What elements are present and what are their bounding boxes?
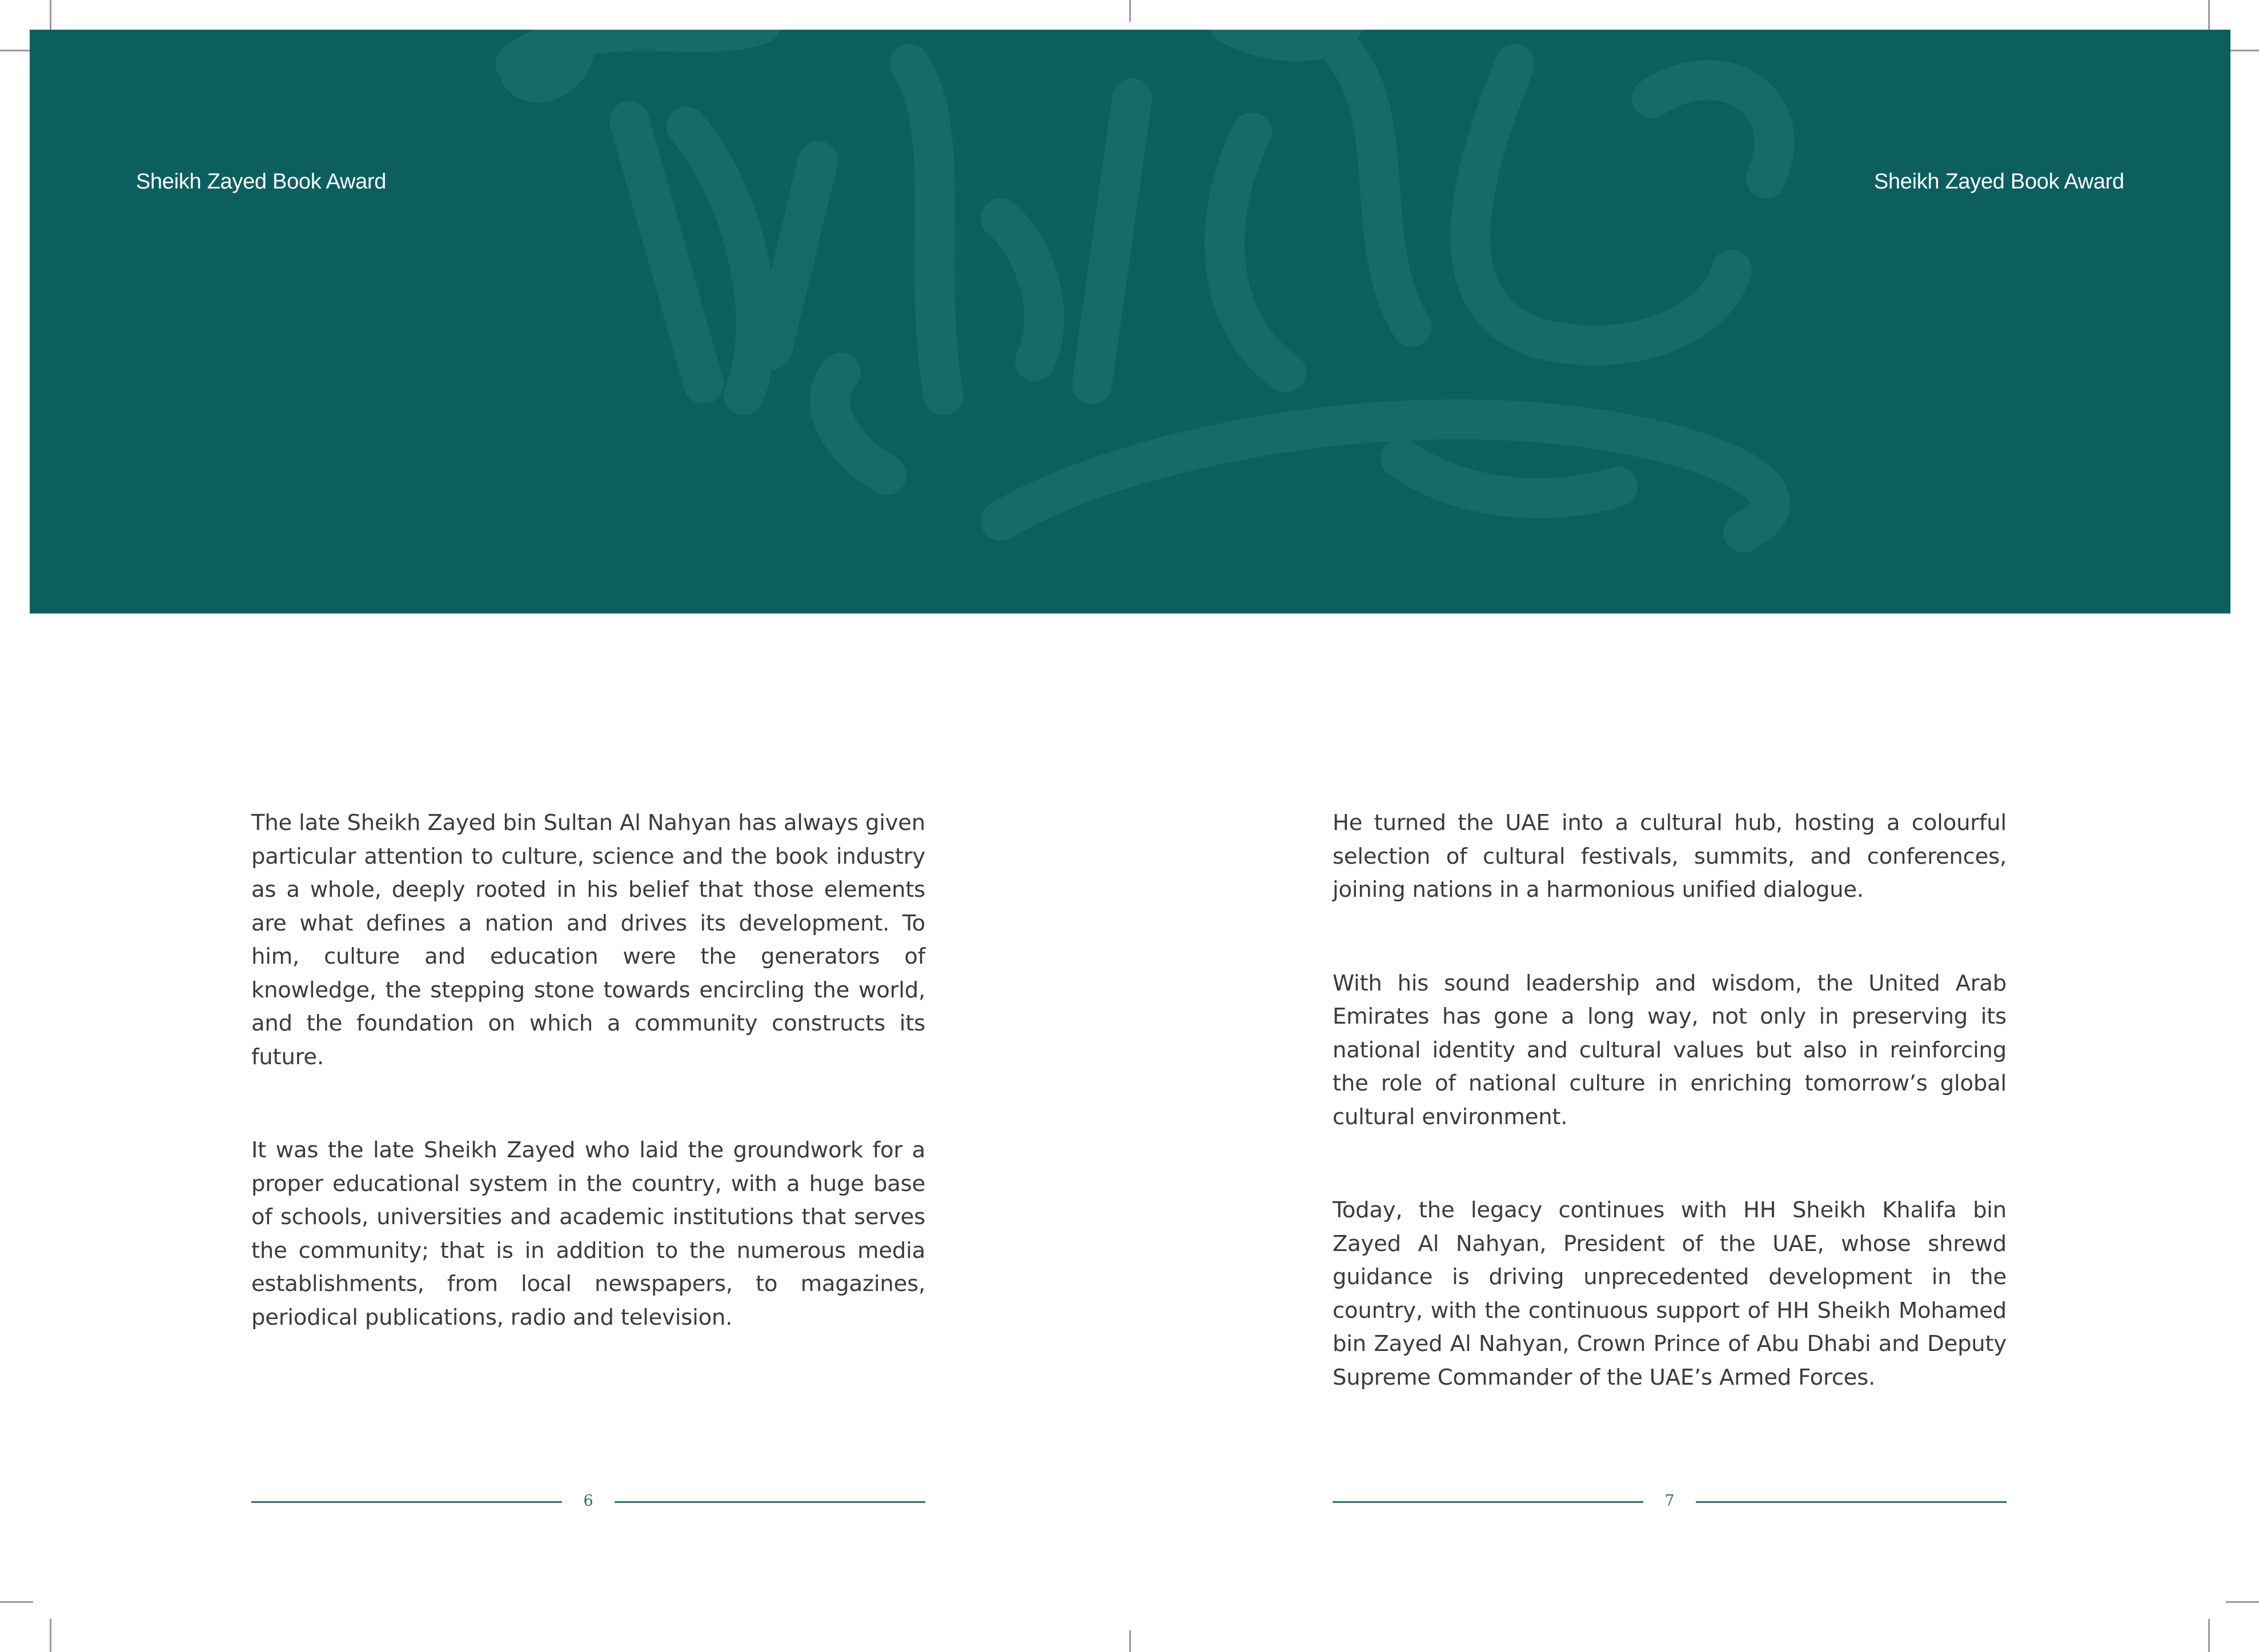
paragraph: Today, the legacy continues with HH Sheikh Khalifa bin Zayed Al Nahyan, President of the UAE, whose shrewd guidance is driving unprecedented development in the country, with the continuous support of HH Sheikh Mohamed bin Zayed Al Nahyan, Crown Prince of Abu Dhabi and Deputy Supreme Commander of the UAE’s Armed Forces.	[1333, 1197, 2007, 1390]
right-page-footer	[1333, 1492, 2007, 1515]
paragraph: He turned the UAE into a cultural hub, hosting a colourful selection of cultural festivals, summits, and conferences, joining nations in a harmonious unified dialogue.	[1333, 810, 2007, 903]
crop-mark	[50, 1619, 51, 1652]
header-banner	[30, 30, 2230, 614]
paragraph: With his sound leadership and wisdom, the United Arab Emirates has gone a long way, not only in preserving its national identity and cultural values but also in reinforcing the role of national culture in enriching tomorrow’s global cultural environment.	[1333, 970, 2007, 1130]
crop-mark	[0, 1601, 33, 1603]
crop-mark	[2208, 0, 2210, 33]
left-page-body	[251, 807, 925, 1394]
arabic-calligraphy-watermark	[30, 30, 2230, 614]
crop-mark	[1129, 0, 1131, 22]
page-number: 7	[1664, 1492, 1675, 1510]
left-page-footer	[251, 1492, 925, 1515]
crop-mark	[0, 50, 33, 51]
crop-mark	[2226, 1601, 2259, 1603]
right-page-body	[1333, 807, 2007, 1454]
page-number: 6	[583, 1492, 593, 1510]
running-head-left: Sheikh Zayed Book Award	[136, 170, 387, 194]
paragraph: The late Sheikh Zayed bin Sultan Al Nahyan has always given particular attention to culture, science and the book industry as a whole, deeply rooted in his belief that those elements are what defines a nation and drives its development. To him, culture and education were the generators of knowledge, the stepping stone towards encircling the world, and the foundation on which a community constructs its future.	[251, 810, 925, 1070]
crop-mark	[1129, 1630, 1131, 1652]
footer-rule	[1696, 1501, 2007, 1503]
crop-mark	[2208, 1619, 2210, 1652]
crop-mark	[2226, 50, 2259, 51]
paragraph: It was the late Sheikh Zayed who laid the groundwork for a proper educational system in the country, with a huge base of schools, universities and academic institutions that serves the community; that is in addition to the numerous media establishments, from local newspapers, to magazines, periodical publications, radio and television.	[251, 1137, 925, 1330]
footer-rule	[615, 1501, 925, 1503]
running-head-right: Sheikh Zayed Book Award	[1873, 170, 2124, 194]
crop-mark	[50, 0, 51, 33]
